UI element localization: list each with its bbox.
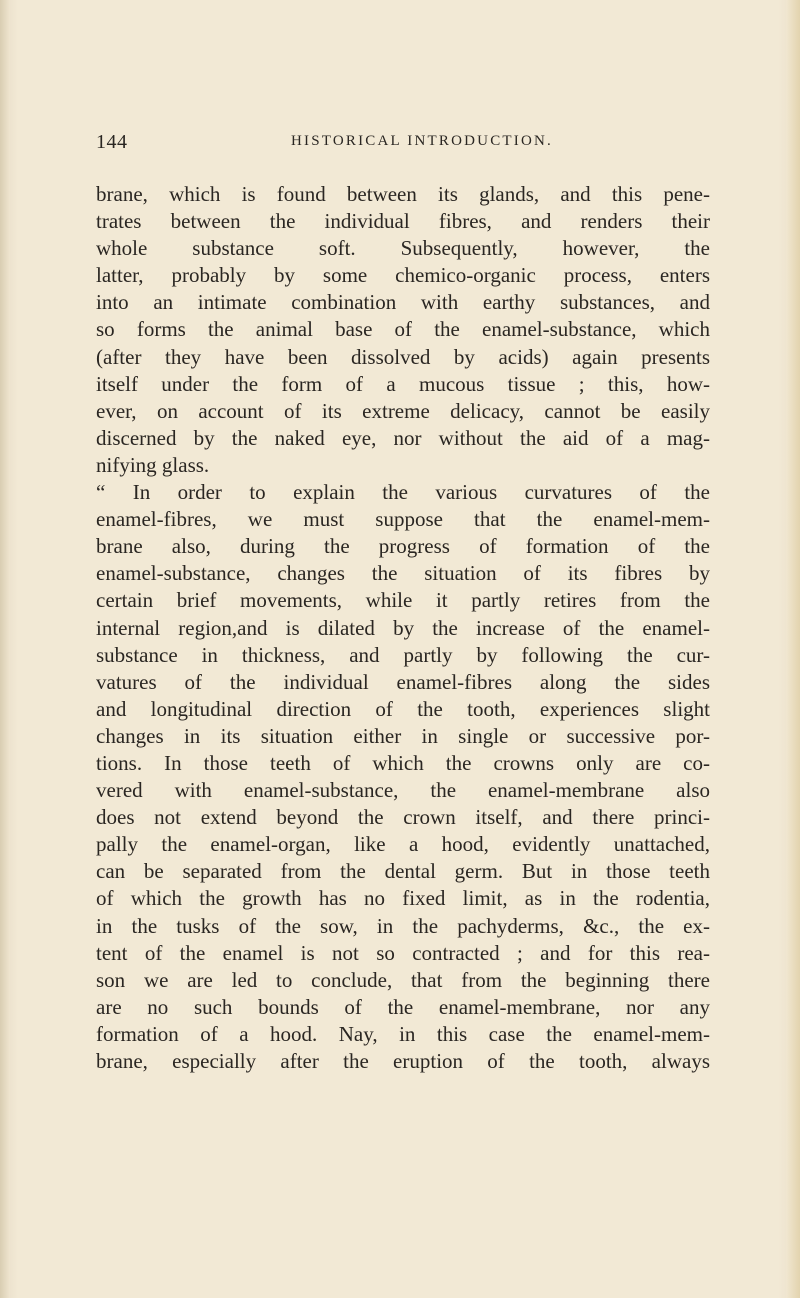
text-line: vatures of the individual enamel-fibres along the sides [96,669,710,694]
text-line: does not extend beyond the crown itself, and there princi- [96,805,710,830]
text-line: brane also, during the progress of formation of the [96,534,710,559]
text-line: so forms the animal base of the enamel-substance, which [96,317,710,342]
text-line: are no such bounds of the enamel-membrane, nor any [96,994,710,1019]
text-line: in the tusks of the sow, in the pachyderms, &c., the ex- [96,913,710,938]
text-line: nifying glass. [96,452,210,477]
text-line: son we are led to conclude, that from the beginning there [96,967,710,992]
page-right-edge [786,0,800,1298]
text-line: formation of a hood. Nay, in this case the enamel-mem- [96,1021,710,1046]
text-line: and longitudinal direction of the tooth, experiences slight [96,696,710,721]
page-left-edge [0,0,10,1298]
text-line: itself under the form of a mucous tissue ; this, how- [96,371,710,396]
text-line: enamel-fibres, we must suppose that the enamel-mem- [96,507,710,532]
text-line: substance in thickness, and partly by following the cur- [96,642,710,667]
text-line: brane, especially after the eruption of the tooth, always [96,1049,710,1073]
text-line: “ In order to explain the various curvatures of the [96,480,710,505]
text-line: enamel-substance, changes the situation of its fibres by [96,561,710,586]
text-line: trates between the individual fibres, and renders their [96,209,710,234]
running-head: HISTORICAL INTRODUCTION. [291,133,553,149]
text-line: discerned by the naked eye, nor without the aid of a mag- [96,425,710,450]
text-line: can be separated from the dental germ. But in those teeth [96,859,710,884]
page-number: 144 [96,131,128,153]
text-line: whole substance soft. Subsequently, however, the [96,236,710,261]
text-line: ever, on account of its extreme delicacy, cannot be easily [96,398,710,423]
text-line: latter, probably by some chemico-organic process, enters [96,263,710,288]
text-line: changes in its situation either in single or successive por- [96,723,710,748]
text-line: internal region,and is dilated by the increase of the enamel- [96,615,710,640]
text-line: brane, which is found between its glands, and this pene- [96,182,710,206]
text-line: vered with enamel-substance, the enamel-membrane also [96,778,710,803]
text-line: (after they have been dissolved by acids) again presents [96,344,710,369]
text-line: of which the growth has no fixed limit, as in the rodentia, [96,886,710,911]
text-line: tent of the enamel is not so contracted ; and for this rea- [96,940,710,965]
body-text [96,181,710,1075]
text-line: pally the enamel-organ, like a hood, evidently unattached, [96,832,710,857]
text-line: certain brief movements, while it partly retires from the [96,588,710,613]
page-header [96,131,708,157]
text-line: into an intimate combination with earthy substances, and [96,290,710,315]
text-line: tions. In those teeth of which the crowns only are co- [96,750,710,775]
